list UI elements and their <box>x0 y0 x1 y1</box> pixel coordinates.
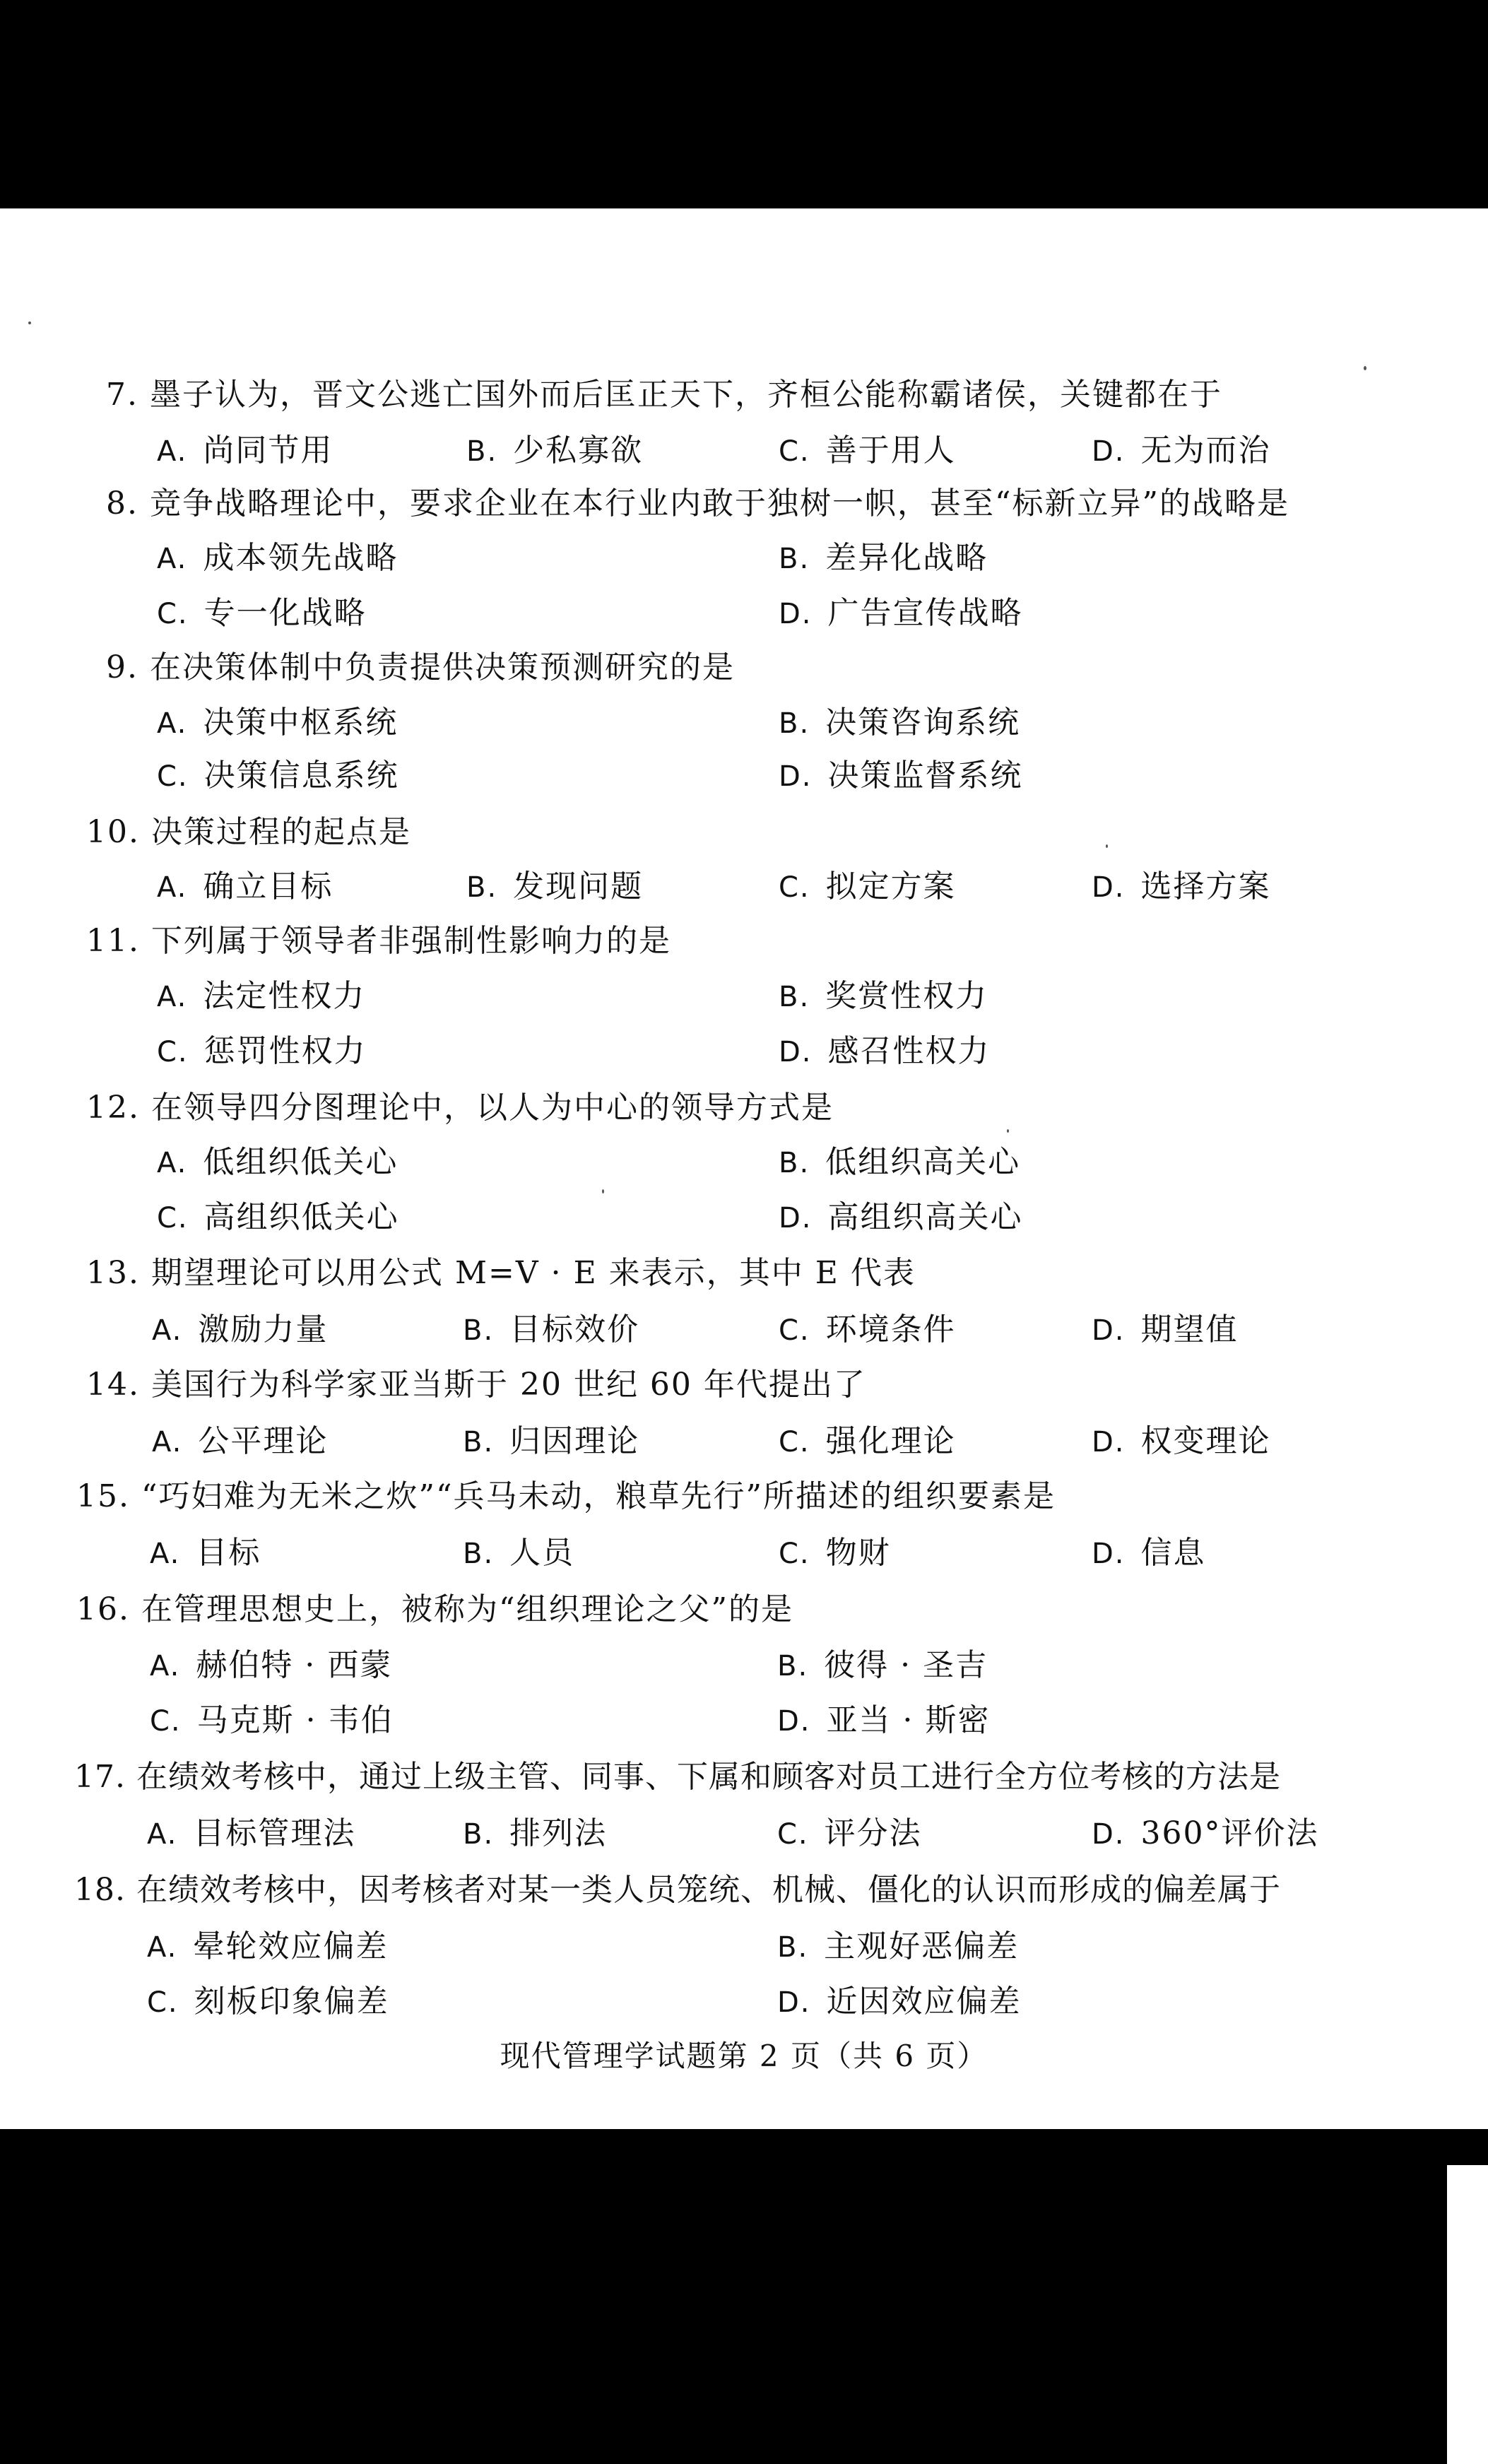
question-number: 8. <box>106 485 138 521</box>
question-stem-15 <box>76 1474 1056 1519</box>
question-stem-10 <box>86 810 411 855</box>
option-a: A. 决策中枢系统 <box>157 705 398 741</box>
options-row-17 <box>0 1811 1488 1856</box>
question-stem-7 <box>106 372 1222 418</box>
option-c: C. 评分法 <box>777 1815 922 1851</box>
option-b: B. 少私寡欲 <box>466 432 644 468</box>
question-number: 12. <box>86 1090 140 1126</box>
options-row-8-ab <box>0 536 1488 581</box>
option-a: A. 赫伯特 · 西蒙 <box>150 1647 393 1683</box>
question-text: 期望理论可以用公式 M=V · E 来表示，其中 E 代表 <box>150 1255 916 1291</box>
option-d: D. 近因效应偏差 <box>777 1983 1022 2020</box>
page-footer: 现代管理学试题第 2 页（共 6 页） <box>500 2039 988 2073</box>
scan-speck <box>28 322 31 324</box>
option-c: C. 高组织低关心 <box>157 1199 399 1235</box>
option-c: C. 物财 <box>779 1535 891 1571</box>
scan-speck <box>1106 844 1108 848</box>
option-d: D. 信息 <box>1092 1535 1206 1571</box>
option-c: C. 专一化战略 <box>157 595 367 631</box>
question-stem-8 <box>106 481 1289 526</box>
options-row-11-cd <box>0 1029 1488 1074</box>
question-text: 在绩效考核中，因考核者对某一类人员笼统、机械、僵化的认识而形成的偏差属于 <box>136 1872 1281 1908</box>
scan-speck <box>1364 366 1366 370</box>
question-stem-17 <box>74 1755 1281 1800</box>
options-row-9-ab <box>0 700 1488 745</box>
scan-speck <box>1007 1129 1009 1133</box>
option-a: A. 确立目标 <box>157 868 333 904</box>
top-black-border <box>0 0 1488 208</box>
options-row-16-cd <box>0 1698 1488 1743</box>
options-row-16-ab <box>0 1643 1488 1688</box>
option-d: D. 360°评价法 <box>1092 1815 1319 1851</box>
option-c: C. 拟定方案 <box>779 868 956 904</box>
option-c: C. 强化理论 <box>779 1423 956 1459</box>
option-a: A. 目标管理法 <box>147 1815 356 1851</box>
option-a: A. 晕轮效应偏差 <box>147 1928 389 1964</box>
option-d: D. 广告宣传战略 <box>779 595 1023 631</box>
option-c: C. 善于用人 <box>779 432 956 468</box>
question-number: 7. <box>106 377 138 413</box>
option-b: B. 差异化战略 <box>779 540 988 576</box>
question-stem-11 <box>86 919 671 964</box>
option-c: C. 惩罚性权力 <box>157 1033 367 1069</box>
option-a: A. 法定性权力 <box>157 978 366 1014</box>
options-row-10 <box>0 864 1488 909</box>
option-b: B. 发现问题 <box>466 868 644 904</box>
options-row-14 <box>0 1419 1488 1464</box>
question-stem-12 <box>86 1085 834 1131</box>
option-d: D. 决策监督系统 <box>779 758 1023 794</box>
options-row-9-cd <box>0 753 1488 798</box>
bottom-right-white-strip <box>1447 2165 1488 2464</box>
option-a: A. 成本领先战略 <box>157 540 398 576</box>
question-text: 在领导四分图理论中，以人为中心的领导方式是 <box>150 1090 834 1126</box>
question-number: 11. <box>86 923 140 959</box>
option-d: D. 期望值 <box>1092 1311 1239 1348</box>
options-row-13 <box>0 1307 1488 1352</box>
option-d: D. 高组织高关心 <box>779 1199 1023 1235</box>
question-number: 18. <box>74 1872 126 1908</box>
option-b: B. 低组织高关心 <box>779 1144 1021 1180</box>
question-number: 10. <box>86 814 140 850</box>
option-d: D. 权变理论 <box>1092 1423 1271 1459</box>
options-row-18-cd <box>0 1979 1488 2024</box>
options-row-15 <box>0 1531 1488 1576</box>
options-row-18-ab <box>0 1924 1488 1969</box>
option-a: A. 公平理论 <box>152 1423 329 1459</box>
scan-speck <box>602 1189 604 1193</box>
options-row-12-ab <box>0 1140 1488 1185</box>
option-a: A. 尚同节用 <box>157 432 333 468</box>
option-c: C. 环境条件 <box>779 1311 956 1348</box>
option-b: B. 排列法 <box>463 1815 608 1851</box>
question-number: 17. <box>74 1759 126 1795</box>
option-d: D. 无为而治 <box>1092 432 1271 468</box>
bottom-black-border <box>0 2129 1488 2464</box>
option-a: A. 目标 <box>150 1535 261 1571</box>
options-row-8-cd <box>0 591 1488 636</box>
options-row-12-cd <box>0 1195 1488 1240</box>
options-row-11-ab <box>0 974 1488 1019</box>
question-text: “巧妇难为无米之炊”“兵马未动，粮草先行”所描述的组织要素是 <box>141 1478 1056 1514</box>
option-b: B. 主观好恶偏差 <box>777 1928 1020 1964</box>
question-text: 在管理思想史上，被称为“组织理论之父”的是 <box>141 1591 793 1627</box>
option-a: A. 低组织低关心 <box>157 1144 398 1180</box>
option-d: D. 选择方案 <box>1092 868 1271 904</box>
option-b: B. 决策咨询系统 <box>779 705 1021 741</box>
question-stem-14 <box>86 1362 866 1408</box>
question-text: 在绩效考核中，通过上级主管、同事、下属和顾客对员工进行全方位考核的方法是 <box>136 1759 1281 1795</box>
option-c: C. 刻板印象偏差 <box>147 1983 389 2020</box>
question-number: 13. <box>86 1255 140 1291</box>
question-text: 在决策体制中负责提供决策预测研究的是 <box>149 649 735 685</box>
option-b: B. 奖赏性权力 <box>779 978 988 1014</box>
option-c: C. 决策信息系统 <box>157 758 399 794</box>
question-text: 下列属于领导者非强制性影响力的是 <box>150 923 671 959</box>
option-b: B. 归因理论 <box>463 1423 640 1459</box>
option-c: C. 马克斯 · 韦伯 <box>150 1702 394 1738</box>
option-b: B. 人员 <box>463 1535 575 1571</box>
option-d: D. 亚当 · 斯密 <box>777 1702 991 1738</box>
question-stem-16 <box>76 1587 793 1632</box>
question-text: 美国行为科学家亚当斯于 20 世纪 60 年代提出了 <box>150 1367 866 1403</box>
question-stem-18 <box>74 1868 1281 1913</box>
question-text: 决策过程的起点是 <box>150 814 411 850</box>
option-b: B. 目标效价 <box>463 1311 640 1348</box>
question-number: 14. <box>86 1367 140 1403</box>
question-number: 15. <box>76 1478 130 1514</box>
question-stem-13 <box>86 1251 916 1296</box>
question-text: 竞争战略理论中，要求企业在本行业内敢于独树一帜，甚至“标新立异”的战略是 <box>149 485 1289 521</box>
question-stem-9 <box>106 645 735 690</box>
question-number: 9. <box>106 649 138 685</box>
option-d: D. 感召性权力 <box>779 1033 991 1069</box>
option-b: B. 彼得 · 圣吉 <box>777 1647 988 1683</box>
question-number: 16. <box>76 1591 130 1627</box>
option-a: A. 激励力量 <box>152 1311 329 1348</box>
question-text: 墨子认为，晋文公逃亡国外而后匡正天下，齐桓公能称霸诸侯，关键都在于 <box>149 377 1222 413</box>
options-row-7 <box>0 428 1488 473</box>
